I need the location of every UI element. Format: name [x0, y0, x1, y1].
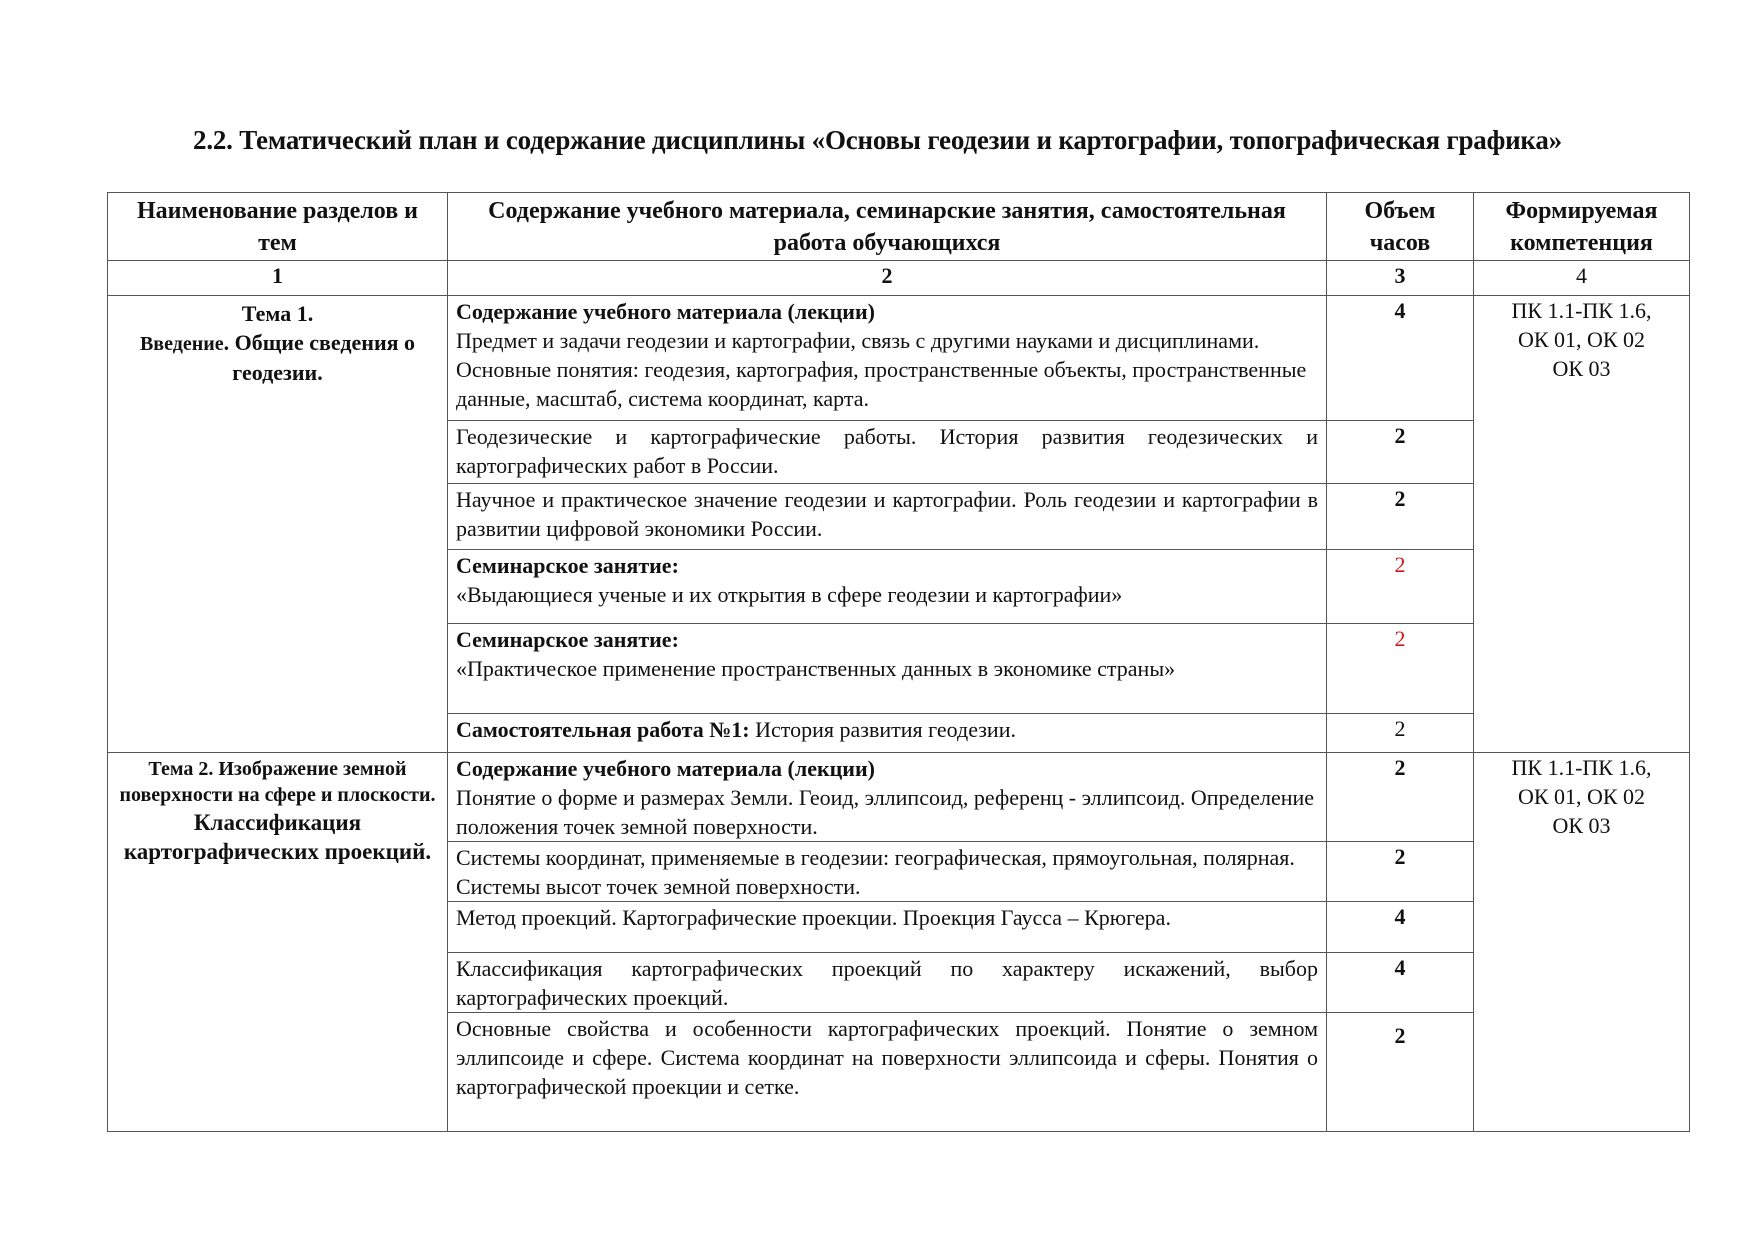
topic-cell-2 [108, 753, 448, 1132]
topic-intro: Введение [139, 333, 224, 355]
hours-cell: 2 [1327, 753, 1474, 842]
content-heading: Содержание учебного материала (лекции) [456, 756, 875, 781]
header-hours: Объем часов [1327, 193, 1474, 261]
hours-cell: 2 [1327, 1013, 1474, 1132]
content-heading: Содержание учебного материала (лекции) [456, 299, 875, 324]
header-competence: Формируемая компетенция [1474, 193, 1690, 261]
competence-line: ПК 1.1-ПК 1.6, [1511, 298, 1652, 323]
content-text: Геодезические и картографические работы. История развития геодезических и картографических работ в России. [456, 424, 1318, 478]
seminar-heading: Семинарское занятие: [456, 627, 679, 652]
topic-subtitle: Классификация картографических проекций. [123, 810, 432, 864]
content-cell [448, 902, 1327, 953]
content-cell [448, 421, 1327, 484]
competence-cell-1 [1474, 296, 1690, 753]
column-number: 3 [1327, 261, 1474, 296]
self-study-text: История развития геодезии. [749, 717, 1016, 742]
seminar-topic: «Выдающиеся ученые и их открытия в сфере геодезии и картографии» [456, 582, 1123, 607]
content-cell [448, 484, 1327, 550]
content-text: Понятие о форме и размерах Земли. Геоид, эллипсоид, референц - эллипсоид. Определение положения точек земной поверхности. [456, 785, 1315, 839]
hours-cell-seminar: 2 [1327, 550, 1474, 624]
content-text: Классификация картографических проекций по характеру искажений, выбор картографических проекций. [456, 956, 1318, 1010]
content-text: Научное и практическое значение геодезии и картографии. Роль геодезии и картографии в развитии цифровой экономики России. [456, 487, 1318, 541]
thematic-plan-table [107, 192, 1690, 1132]
hours-cell: 2 [1327, 714, 1474, 753]
competence-cell-2 [1474, 753, 1690, 1132]
competence-line: ОК 01, ОК 02 [1517, 327, 1646, 352]
content-cell [448, 296, 1327, 421]
hours-cell: 2 [1327, 842, 1474, 902]
seminar-heading: Семинарское занятие: [456, 553, 679, 578]
seminar-topic: «Практическое применение пространственных данных в экономике страны» [456, 656, 1176, 681]
content-text: Предмет и задачи геодезии и картографии, связь с другими науками и дисциплинами. Основные понятия: геодезия, картография, пространственные объекты, пространственные данные, масштаб, система координат, карта. [456, 328, 1307, 411]
content-cell [448, 753, 1327, 842]
competence-line: ОК 01, ОК 02 [1517, 784, 1646, 809]
content-text: Системы координат, применяемые в геодезии: географическая, прямоугольная, полярная. Системы высот точек земной поверхности. [456, 845, 1295, 899]
header-topics: Наименование разделов и тем [108, 193, 448, 261]
hours-cell: 4 [1327, 902, 1474, 953]
header-row [108, 193, 1690, 261]
content-cell [448, 953, 1327, 1013]
content-text: Метод проекций. Картографические проекции. Проекция Гаусса – Крюгера. [456, 905, 1171, 930]
column-number: 2 [448, 261, 1327, 296]
table-row [108, 296, 1690, 421]
hours-cell: 2 [1327, 421, 1474, 484]
hours-cell-seminar: 2 [1327, 624, 1474, 714]
column-number: 4 [1474, 261, 1690, 296]
hours-cell: 4 [1327, 953, 1474, 1013]
column-number: 1 [108, 261, 448, 296]
content-text: Основные свойства и особенности картографических проекций. Понятие о земном эллипсоиде и сфере. Система координат на поверхности эллипсоида и сферы. Понятия о картографической проекции и сетке. [456, 1016, 1318, 1099]
hours-cell: 2 [1327, 484, 1474, 550]
topic-title: . Общие сведения о геодезии. [223, 330, 416, 385]
topic-cell-1 [108, 296, 448, 753]
page-title: 2.2. Тематический план и содержание дисциплины «Основы геодезии и картографии, топографическая графика» [193, 125, 1562, 155]
header-content: Содержание учебного материала, семинарские занятия, самостоятельная работа обучающихся [448, 193, 1327, 261]
content-cell [448, 1013, 1327, 1132]
hours-cell: 4 [1327, 296, 1474, 421]
content-cell [448, 842, 1327, 902]
topic-title: Тема 2. Изображение земной поверхности на сфере и плоскости. [119, 758, 436, 806]
content-cell [448, 624, 1327, 714]
self-study-heading: Самостоятельная работа №1: [456, 717, 750, 742]
topic-label: Тема 1. [241, 301, 314, 326]
table-row [108, 753, 1690, 842]
competence-line: ОК 03 [1552, 356, 1611, 381]
competence-line: ПК 1.1-ПК 1.6, [1511, 755, 1652, 780]
content-cell [448, 550, 1327, 624]
content-cell [448, 714, 1327, 753]
competence-line: ОК 03 [1552, 813, 1611, 838]
column-number-row [108, 261, 1690, 296]
